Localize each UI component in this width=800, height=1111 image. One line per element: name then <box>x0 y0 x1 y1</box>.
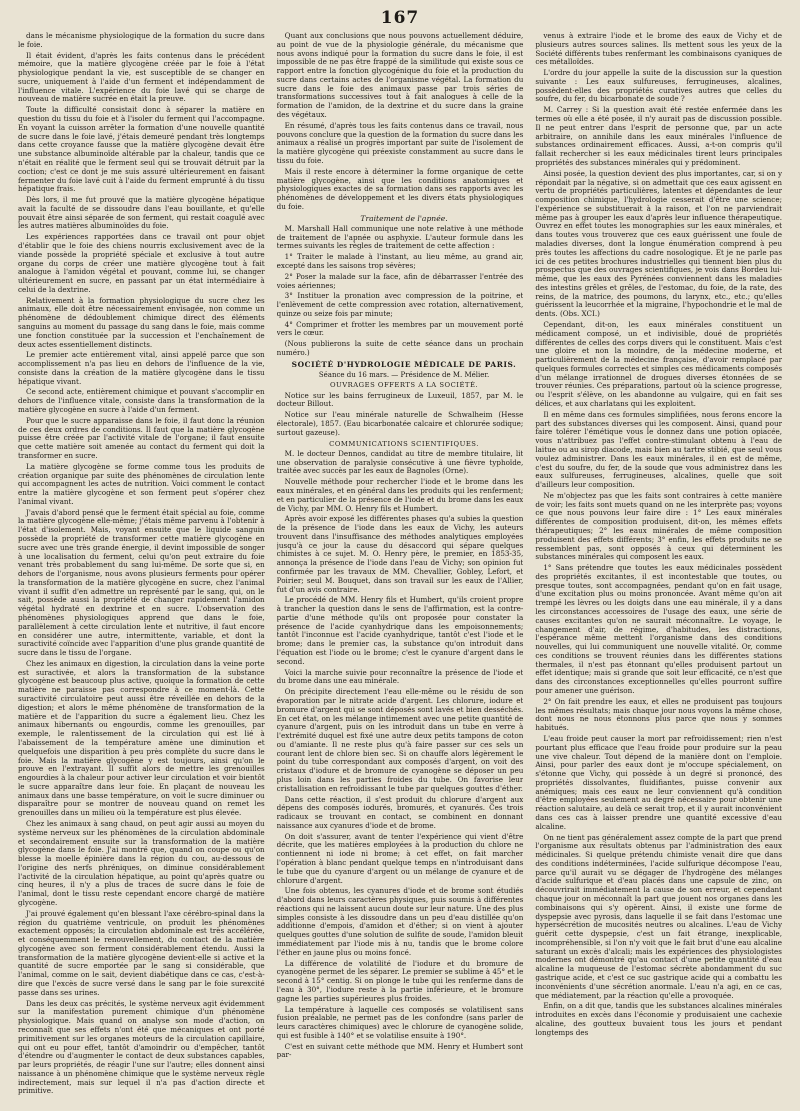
paragraph: Dans les deux cas précités, le système nerveux agit évidemment sur la manifestation purement chimique d'un phénomène physiologique. Mais quand on analyse son mode d'action, on reconnaît que ses effets n'ont été que mécaniques et ont porté primitivement sur les organes moteurs de la circulation capillaire, qui ont eu pour effet, tantôt d'amoindrir ou d'empêcher, tantôt d'étendre ou d'augmenter le contact de deux substances capables, par leurs propriétés, de réagir l'une sur l'autre; elles donnent ainsi naissance à un phénomène chimique que le système nerveux règle indirectement, mais sur lequel il n'a pas d'action directe et primitive. <box>18 998 265 1096</box>
paragraph: Les expériences rapportées dans ce travail ont pour objet d'établir que le foie des chiens nourris exclusivement avec de la viande possède la propriété spéciale et exclusive à tout autre organe du corps de créer une matière glycogène tout à fait analogue à l'amidon végétal et pouvant, comme lui, se changer ultérieurement en sucre, en passant par un état intermédiaire à celui de la dextrine. <box>18 232 265 294</box>
paragraph: Voici la marche suivie pour reconnaître la présence de l'iode et du brome dans une eau minérale. <box>276 667 524 686</box>
paragraph: L'eau froide peut causer la mort par refroidissement; rien n'est pourtant plus efficace que l'eau froide pour produire sur la peau une vive chaleur. Tout dépend de la manière dont on l'emploie. Ainsi, pour parler des eaux dont je m'occupe spécialement, on s'étonne que Vichy, qui possède à un degré si prononcé, des propriétés dissolvantes, fluidifiantes, puisse convenir aux anémiques; mais ces eaux ne leur conviennent qu'à condition d'être employées seulement au degré nécessaire pour obtenir une réaction salutaire, au delà ce serait trop, et il y aurait inconvénient dans ces cas à laisser prendre une quantité excessive d'eau alcaline. <box>535 733 782 831</box>
paragraph: En résumé, d'après tous les faits contenus dans ce travail, nous pouvons conclure que la question de la formation du sucre dans les animaux a réalisé un progrès important par suite de l'isolement de la matière glycogène qui préexiste constamment au sucre dans le tissu du foie. <box>276 120 524 165</box>
paragraph: dans le mécanisme physiologique de la formation du sucre dans le foie. <box>18 32 265 49</box>
paragraph: J'ai prouvé également qu'en blessant l'axe cérébro-spinal dans la région du quatrième ventricule, on produit les phénomènes exactement opposés; la circulation abdominale est très accélérée, et conséquemment le renouvellement, du contact de la matière glycogène avec son ferment considérablement étendu. Aussi la transformation de la matière glycogène devient-elle si active et la quantité de sucre emportée par le sang si considérable, que l'animal, comme on le sait, devient diabétique dans ce cas, c'est-à-dire que l'excès de sucre versé dans le sang par le foie surexcité passe dans ses urines. <box>18 908 265 997</box>
paragraph: Le procédé de MM. Henry fils et Humbert, qu'ils croient propre à trancher la question dans le sens de l'affirmation, est la contre-partie d'une méthode qu'ils ont proposée pour constater la présence de l'acide cyanhydrique dans les empoisonnements; tantôt l'inconnue est l'acide cyanhydrique, tantôt c'est l'iode et le brome; dans le premier cas, la substance qu'on introduit dans l'équation est l'iode ou le brome; c'est le cyanure d'argent dans le second. <box>276 595 524 666</box>
paragraph: (Nous publierons la suite de cette séance dans un prochain numéro.) <box>276 339 524 358</box>
paragraph: Pour que le sucre apparaisse dans le foie, il faut donc la réunion de ces deux ordres de conditions. Il faut que la matière glycogène puisse être créée par l'activité vitale de l'organe; il faut ensuite que cette matière soit amenée au contact du ferment qui doit la transformer en sucre. <box>18 415 265 460</box>
paragraph: J'avais d'abord pensé que le ferment était spécial au foie, comme la matière glycogène elle-même; j'étais même parvenu à l'obtenir à l'état d'isolement. Mais, voyant ensuite que le liquide sanguin possède la propriété de transformer cette matière glycogène en sucre avec une très grande énergie, il devint impossible de songer à une localisation du ferment, celui qu'on peut extraire du foie venant très probablement du sang lui-même. De sorte que si, en dehors de l'organisme, nous avons plusieurs ferments pour opérer la transformation de la matière glycogène en sucre, chez l'animal vivant il suffit d'en admettre un représenté par le sang, qui, on le sait, possède aussi la propriété de changer rapidement l'amidon végétal hydraté en dextrine et en sucre. L'observation des phénomènes physiologiques apprend que dans le foie, parallèlement à cette circulation lente et nutritive, il faut encore en considérer une autre, intermittente, variable, et dont la suractivité coïncide avec l'apparition d'une plus grande quantité de sucre dans le tissu de l'organe. <box>18 507 265 658</box>
section-title-apnee: Traitement de l'apnée. <box>360 213 448 223</box>
paragraph: 1° Sans prétendre que toutes les eaux médicinales possèdent des propriétés excitantes, il est incontestable que toutes, ou presque toutes, sont accompagnées, pendant qu'on en fait usage, d'une excitation plus ou moins prononcée. Avant même qu'on ait trempé les lèvres ou les doigts dans une eau minérale, il y a dans les circonstances accessoires de l'usage des eaux, une série de causes excitantes qu'on ne saurait méconnaître. Le voyage, le changement d'air, de régime, d'habitudes, les distractions, l'espérance même mettent l'organisme dans des conditions nouvelles, qui lui communiquent une nouvelle vitalité. Or, comme ces conditions se trouvent réunies dans les différentes stations thermales, il n'est pas étonnant qu'elles produisent partout un effet identique; mais si grande que soit leur efficacité, ce n'est que dans des circonstances exceptionnelles qu'elles pourront suffire pour amener une guérison. <box>535 563 782 696</box>
paragraph: C'est en suivant cette méthode que MM. Henry et Humbert sont par- <box>276 1041 524 1060</box>
paragraph: La différence de volatilité de l'iodure et du bromure de cyanogène permet de les séparer. Le premier se sublime à 45° et le second à 15° centig. Si on plonge le tube qui les renferme dans de l'eau à 30°, l'iodure reste à la partie inférieure, et le bromure gagne les parties supérieures plus froides. <box>276 958 524 1003</box>
paragraph: Nouvelle méthode pour rechercher l'iode et le brome dans les eaux minérales, et en général dans les produits qui les renferment; et en particulier de la présence de l'iode et du brome dans les eaux de Vichy, par MM. O. Henry fils et Humbert. <box>276 477 524 513</box>
conclusions-section <box>277 32 524 212</box>
paragraph: Après avoir exposé les différentes phases qu'a subies la question de la présence de l'iode dans les eaux de Vichy, les auteurs trouvent dans l'insuffisance des méthodes analytiques employées jusqu'à ce jour la cause du désaccord qui sépare quelques chimistes à ce sujet. M. O. Henry père, le premier, en 1853-35, annonça la présence de l'iode dans l'eau de Vichy; son opinion fut confirmée par les travaux de MM. Chevallier, Gobley, Lefort, et Poirier; seul M. Bouquet, dans son travail sur les eaux de l'Allier, fut d'un avis contraire. <box>276 514 524 594</box>
paragraph: Notice sur l'eau minérale naturelle de Schwalheim (Hesse électorale), 1857. (Eau bicarbonatée calcaire et chlorurée sodique; surtout gazeuse). <box>276 410 524 437</box>
columns <box>18 32 782 1104</box>
apnee-section <box>277 225 524 358</box>
paragraph: Une fois obtenus, les cyanures d'iode et de brome sont étudiés d'abord dans leurs caractères physiques, puis soumis à différentes réactions qui ne laissent aucun doute sur leur nature. Une des plus simples consiste à les dissoudre dans un peu d'eau distillée qu'on additionne d'empois, d'amidon et d'éther; si on vient à ajouter quelques gouttes d'une solution de sulfite de soude, l'amidon bleuit immédiatement par l'iode mis à nu, tandis que le brome colore l'éther en jaune plus ou moins foncé. <box>276 886 524 957</box>
paragraph: La matière glycogène se forme comme tous les produits de création organique par suite des phénomènes de circulation lente qui accompagnent les actes de nutrition. Voici comment le contact entre la matière glycogène et son ferment peut s'opérer chez l'animal vivant. <box>18 461 265 506</box>
paragraph: Ainsi posée, la question devient des plus importantes, car, si on y répondait par la négative, si on admettait que ces eaux agissent en vertu de propriétés particulières, latentes et dépendantes de leur composition chimique, l'hydrologie cesserait d'être une science; l'expérience se substituerait à la raison, et l'on ne parviendrait même pas à grouper les eaux d'après leur influence thérapeutique. Ouvrez en effet toutes les monographies sur les eaux minérales, et dans toutes vous trouverez que ces eaux guérissent une foule de maladies diverses, dont la longue énumération comprend à peu près toutes les affections du cadre nosologique. Et je ne parle pas ici de ces petites brochures industrielles qui tiennent bien plus du prospectus que des ouvrages scientifiques, je vois dans Bordeu lui-même, que les eaux des Pyrénées conviennent dans les maladies des intestins grêles et grêles, de l'estomac, du foie, de la rate, des reins, de la matrice, des poumons, du larynx, etc., etc.; qu'elles guérissent la leucorrhée et la migraine, l'hypochondrie et le mal de dents. (Obs. XCI.) <box>535 168 782 319</box>
paragraph: La température à laquelle ces composés se volatilisent sans fusion préalable, ne permet pas de les confondre (sans parler de leurs caractères chimiques) avec le chlorure de cyanogène solide, qui est fusible à 140° et se volatilise ensuite à 190°. <box>276 1004 524 1040</box>
society-title: SOCIÉTÉ D'HYDROLOGIE MÉDICALE DE PARIS. <box>291 359 517 369</box>
communications-section <box>277 450 524 1060</box>
paragraph: Il en même dans ces formules simplifiées, nous ferons encore la part des substances diverses qui les composent. Ainsi, quand pour faire tolérer l'émétique vous le donnez dans une potion opiacée, vous n'attribuez pas l'effet contre-stimulant obtenu à l'eau de laitue ou au sirop diacode, mais bien au tartre stibié, que seul vous voulez administrer. Dans les eaux minérales, il en est de même, c'est du soufre, du fer, de la soude que vous administrez dans les eaux sulfureuses, ferrugineuses, alcalines, quelle que soit d'ailleurs leur composition. <box>535 409 782 490</box>
paragraph: Ne m'objectez pas que les faits sont contraires à cette manière de voir; les faits sont muets quand on ne les interprète pas; voyons ce que nous pouvons leur faire dire : 1° Les eaux minérales différentes de composition produisent, dit-on, les mêmes effets thérapeutiques; 2° les eaux minérales de même composition produisent des effets différents; 3° enfin, les effets produits ne se ressemblent pas, sont opposés à ceux qui déterminent les substances minérales qui composent les eaux. <box>535 490 782 562</box>
paragraph: Mais il reste encore à déterminer la forme organique de cette matière glycogène, ainsi que les conditions anatomiques et physiologiques exactes de sa formation dans ses rapports avec les phénomènes de développement et les divers états physiologiques du foie. <box>276 166 524 211</box>
paragraph: 2° Poser la malade sur la face, afin de débarrasser l'entrée des voies aériennes; <box>276 271 524 290</box>
paragraph: Cependant, dit-on, les eaux minérales constituent un médicament composé, un et indivisible, doué de propriétés différentes de celles des corps divers qui le constituent. Mais c'est une gloire et non la moindre, de la médecine moderne, et particulièrement de la médecine française, d'avoir remplacé par quelques formules correctes et simples ces médicaments composés d'un mélange irrationnel de drogues diverses étonnées de se trouver réunies. Ces préparations, partout où la science progresse, ou l'esprit s'élève, on les abandonne au vulgaire, qui en fait ses délices, et aux charlatans qui les exploitent. <box>535 320 782 409</box>
paragraph: Dès lors, il me fut prouvé que la matière glycogène hépatique avait la faculté de se dissoudre dans l'eau bouillante, et qu'elle pouvait être ainsi séparée de son ferment, qui restait coagulé avec les autres matières albuminoïdes du foie. <box>18 195 265 231</box>
paragraph: On ne tient pas généralement assez compte de la part que prend l'organisme aux résultats obtenus par l'administration des eaux médicinales. Si quelque prétendu chimiste venait dire que dans des conditions indéterminées, l'acide sulfurique décompose l'eau, parce qu'il aurait vu se dégager de l'hydrogène des mélanges d'acide sulfurique et d'eau placés dans une capsule de zinc, on découvrirait immédiatement la cause de son erreur, et cependant chaque jour on méconnaît la part que jouent nos organes dans les combinaisons qui s'y opèrent. Ainsi, il existe une forme de dyspepsie avec pyrosis, dans laquelle il se fait dans l'estomac une hypersécrétion de mucosités neutres ou alcalines. L'eau de Vichy guérit cette dyspepsie, c'est un fait étrange, inexplicable, incompréhensible, si l'on n'y voit que le fait brut d'une eau alcaline saturant un excès d'alcali; mais les expériences des physiologistes modernes ont démontré qu'au contact d'une petite quantité d'eau alcaline la muqueuse de l'estomac sécrète abondamment du suc gastrique acide, et c'est ce suc gastrique acide qui a combattu les inconvénients d'une sécrétion anormale. L'eau n'a agi, en ce cas, que médiatement, par la réaction qu'elle a provoquée. <box>535 832 782 1000</box>
paragraph: Il était évident, d'après les faits contenus dans le précédent mémoire, que la matière glycogène créée par le foie à l'état physiologique pendant la vie, est susceptible de se changer en sucre, uniquement à l'aide d'un ferment et indépendamment de l'influence vitale. L'expérience du foie lavé qui se charge de nouveau de matière sucrée en était la preuve. <box>18 50 265 104</box>
paragraph: On doit s'assurer, avant de tenter l'expérience qui vient d'être décrite, que les matières employées à la production du chlore ne contiennent ni iode ni brome; à cet effet, on fait marcher l'opération à blanc pendant quelque temps en n'introduisant dans le tube que du cyanure d'argent ou un mélange de cyanure et de chlorure d'argent. <box>276 831 524 885</box>
paragraph: Notice sur les bains ferrugineux de Luxeuil, 1857, par M. le docteur Billout. <box>276 390 524 409</box>
paragraph: Dans cette réaction, il s'est produit du chlorure d'argent aux dépens des composés iodurés, bromurés, et cyanurés. Ces trois radicaux se trouvant en contact, se combinent en donnant naissance aux cyanures d'iode et de brome. <box>276 794 524 830</box>
paragraph: M. Marshall Hall communique une note relative à une méthode de traitement de l'apnée ou asphyxie. L'auteur formule dans les termes suivants les règles de traitement de cette affection : <box>276 223 524 251</box>
paragraph: On précipite directement l'eau elle-même ou le résidu de son évaporation par le nitrate acide d'argent. Les chlorure, iodure et bromure d'argent qui se sont déposés sont lavés et bien desséchés. En cet état, on les mélange intimement avec une petite quantité de cyanure d'argent, puis on les introduit dans un tube en verre à l'extrémité duquel est fixé une autre deux petits tampons de coton ou d'amiante. Il ne reste plus qu'à faire passer sur ces sels un courant lent de chlore bien sec. Si on chauffe alors légèrement le point du tube correspondant aux composés d'argent, on voit des cristaux d'iodure et de bromure de cyanogène se déposer un peu plus loin dans les parties froides du tube. On favorise leur cristallisation en refroidissant le tube par quelques gouttes d'éther. <box>276 687 524 793</box>
paragraph: Chez les animaux en digestion, la circulation dans la veine porte est suractivée, et alors la transformation de la substance glycogène est beaucoup plus active, quoique la formation de cette matière ne paraisse pas correspondre à ce moment-là. Cette suractivité circulatoire peut aussi être réveillée en dehors de la digestion; et alors le même phénomène de transformation de la matière et de l'apparition du sucre a également lieu. Chez les animaux hibernants ou engourdis, comme les grenouilles, par exemple, le ralentissement de la circulation qui est lié à l'abaissement de la température amène une diminution et quelquefois une disparition à peu près complète du sucre dans le foie. Mais la matière glycogène y est toujours, ainsi qu'on le prouve en l'extrayant. Il suffit alors de mettre les grenouilles engourdies à la chaleur pour activer leur circulation et voir bientôt le sucre apparaître dans leur foie. En plaçant de nouveau les animaux dans une basse température, on voit le sucre diminuer ou disparaître pour se montrer de nouveau quand on remet les grenouilles dans un milieu où la température est plus élevée. <box>18 658 265 818</box>
paragraph: L'ordre du jour appelle la suite de la discussion sur la question suivante : Les eaux sulfureuses, ferrugineuses, alcalines, possèdent-elles des propriétés curatives autres que celles du soufre, du fer, du bicarbonate de soude ? <box>535 68 782 104</box>
ouvrages-list <box>277 392 524 438</box>
ouvrages-title: OUVRAGES OFFERTS A LA SOCIÉTÉ. <box>329 381 479 390</box>
paragraph: Chez les animaux à sang chaud, on peut agir aussi au moyen du système nerveux sur les phénomènes de la circulation abdominale et secondairement ensuite sur la transformation de la matière glycogène dans le foie. J'ai montré que, quand on coupe ou qu'on blesse la moelle épinière dans la région du cou, au-dessous de l'origine des nerfs phréniques, on diminue considérablement l'activité de la circulation hépatique, au point qu'après quatre ou cinq heures, il n'y a plus de traces de sucre dans le foie de l'animal, dont le tissu reste cependant encore chargé de matière glycogène. <box>18 818 265 907</box>
paragraph: M. Carrey : Si la question avait été restée enfermée dans les termes où elle a été posée, il n'y aurait pas de discussion possible. Il ne peut entrer dans l'esprit de personne que, par un acte arbitraire, on annihile dans les eaux minérales l'influence de substances ordinairement efficaces. Aussi, a-t-on compris qu'il fallait rechercher si les eaux médicinales tirent leurs principales propriétés des substances minérales qui y prédominent. <box>535 105 782 167</box>
paragraph: M. le docteur Dennos, candidat au titre de membre titulaire, lit une observation de paralysie consécutive à une fièvre typhoïde, traitée avec succès par les eaux de Bagnoles (Orne). <box>276 448 524 476</box>
paragraph: Relativement à la formation physiologique du sucre chez les animaux, elle doit être nécessairement envisagée, non comme un phénomène de dédoublement chimique direct des éléments sanguins au moment du passage du sang dans le foie, mais comme une fonction constituée par la succession et l'enchaînement de deux actes essentiellement distincts. <box>18 295 265 349</box>
paragraph: Enfin, on a dit que, tandis que les substances alcalines minérales introduites en excès dans l'économie y produisaient une cachexie alcaline, des goutteux buvaient tous les jours et pendant longtemps des <box>535 1001 782 1037</box>
paragraph: 2° On fait prendre les eaux, et elles ne produisent pas toujours les mêmes résultats; mais chaque jour nous voyons la même chose, dont nous ne nous étonnons plus parce que nous y sommes habitués. <box>535 696 782 733</box>
paragraph: Le premier acte entièrement vital, ainsi appelé parce que son accomplissement n'a pas lieu en dehors de l'influence de la vie, consiste dans la création de la matière glycogène dans le tissu hépatique vivant. <box>18 350 265 386</box>
paragraph: Toute la difficulté consistait donc à séparer la matière en question du tissu du foie et à l'isoler du ferment qui l'accompagne. En voyant la cuisson arrêter la formation d'une nouvelle quantité de sucre dans le foie lavé, j'étais demeuré pendant très longtemps dans cette croyance fausse que la matière glycogène devait être une substance albuminoïde altérable par la chaleur, tandis que ce n'était en réalité que le ferment seul qui se trouvait détruit par la coction; c'est ce dont je me suis assuré ultérieurement en faisant fermenter du foie lavé cuit à l'aide du ferment emprunté à du tissu hépatique frais. <box>18 105 265 194</box>
communications-title: COMMUNICATIONS SCIENTIFIQUES. <box>329 439 479 448</box>
paragraph: Ce second acte, entièrement chimique et pouvant s'accomplir en dehors de l'influence vitale, consiste dans la transformation de la matière glycogène en sucre à l'aide d'un ferment. <box>18 387 265 415</box>
column-1 <box>18 32 265 1104</box>
paragraph: 1° Traiter le malade à l'instant, au lieu même, au grand air, excepté dans les saisons trop sévères; <box>276 252 524 270</box>
page-number: 167 <box>380 8 420 28</box>
column-2 <box>277 32 524 1104</box>
seance-line: Séance du 16 mars. — Présidence de M. Mélier. <box>318 370 490 379</box>
paragraph: Quant aux conclusions que nous pouvons actuellement déduire, au point de vue de la physiologie générale, du mécanisme que nous avons indiqué pour la formation du sucre dans le foie, il est impossible de ne pas être frappé de la similitude qui existe sous ce rapport entre la fonction glycogénique du foie et la production du sucre dans certains actes de l'organisme végétal. La formation du sucre dans le foie des animaux passe par trois séries de transformations successives tout à fait analogues à celle de la formation de l'amidon, de la dextrine et du sucre dans la graine des végétaux. <box>276 32 524 120</box>
column-3 <box>535 32 782 1104</box>
paragraph: 4° Comprimer et frotter les membres par un mouvement porté vers le cœur. <box>276 319 524 338</box>
paragraph: 3° Instituer la pronation avec compression de la poitrine, et l'enlèvement de cette compression avec rotation, alternativement, quinze ou seize fois par minute; <box>276 291 524 318</box>
paragraph: venus à extraire l'iode et le brome des eaux de Vichy et de plusieurs autres sources salines. Ils mettent sous les yeux de la Société différents tubes renfermant les combinaisons cyaniques de ces métalloïdes. <box>535 32 782 67</box>
